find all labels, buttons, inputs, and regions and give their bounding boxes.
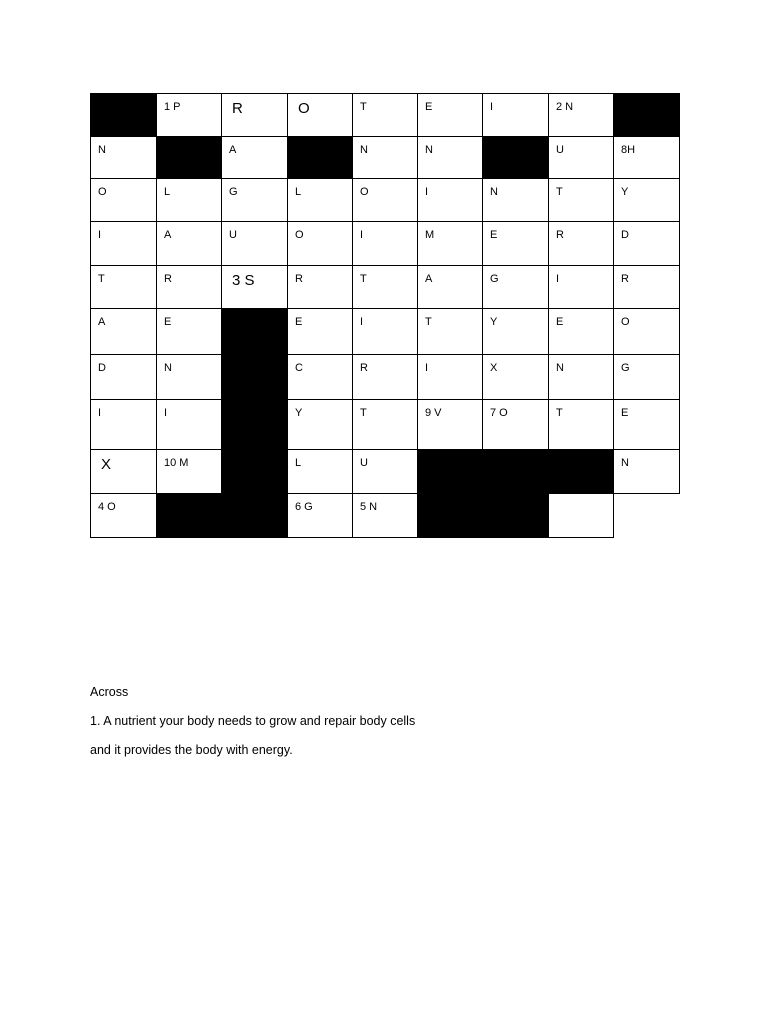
grid-cell [548,308,614,355]
grid-cell [417,265,483,309]
black-square [221,308,288,355]
grid-cell [352,308,418,355]
cell-letter: 4 O [98,501,116,513]
cell-letter: E [425,101,433,113]
cell-letter: L [295,186,302,198]
cell-letter: G [229,186,238,198]
cell-letter: N [164,362,172,374]
cell-letter: O [98,186,107,198]
grid-cell [90,493,157,538]
grid-cell [417,354,483,400]
cell-letter: U [556,144,564,156]
cell-letter: 2 N [556,101,574,113]
black-square [548,449,614,494]
grid-cell [156,265,222,309]
cell-letter: A [164,229,172,241]
cell-letter: T [556,186,563,198]
cell-letter: 5 N [360,501,378,513]
grid-cell [221,178,288,222]
grid-cell [613,308,680,355]
cell-letter: T [360,273,367,285]
grid-cell [156,399,222,450]
grid-cell [352,136,418,179]
grid-cell [417,93,483,137]
grid-cell [90,136,157,179]
cell-letter: 9 V [425,407,442,419]
cell-letter: E [295,316,303,328]
cell-letter: N [556,362,564,374]
cell-letter: 1 P [164,101,181,113]
grid-cell [352,399,418,450]
grid-cell [287,354,353,400]
black-square [90,93,157,137]
black-square [221,493,288,538]
grid-cell [417,399,483,450]
cell-letter: 8H [621,144,636,156]
cell-letter: I [490,101,494,113]
black-square [482,136,549,179]
black-square [482,493,549,538]
cell-letter: I [360,316,364,328]
cell-letter: O [360,186,369,198]
cell-letter: G [490,273,499,285]
grid-cell [548,354,614,400]
cell-letter: G [621,362,630,374]
grid-cell [613,178,680,222]
grid-cell [90,265,157,309]
cell-letter: 7 O [490,407,508,419]
grid-cell [90,399,157,450]
grid-cell [352,178,418,222]
cell-letter: 6 G [295,501,313,513]
grid-cell [482,308,549,355]
grid-cell [352,449,418,494]
grid-cell [613,221,680,266]
cell-letter: Y [295,407,303,419]
cell-letter: I [360,229,364,241]
grid-cell [548,221,614,266]
cell-letter: I [425,362,429,374]
cell-letter: N [490,186,498,198]
cell-letter: Y [621,186,629,198]
grid-cell [352,93,418,137]
grid-cell [287,93,353,137]
grid-cell [156,354,222,400]
clue-line-2: and it provides the body with energy. [90,743,293,757]
grid-cell [287,308,353,355]
grid-cell [287,221,353,266]
cell-letter: T [556,407,563,419]
cell-letter: A [425,273,433,285]
grid-cell [482,265,549,309]
cell-letter: L [164,186,171,198]
cell-letter: I [425,186,429,198]
grid-cell [482,354,549,400]
cell-letter: U [360,457,368,469]
cell-letter: R [295,273,303,285]
grid-cell [221,265,288,309]
cell-letter: 10 M [164,457,189,469]
grid-cell [417,136,483,179]
black-square [417,493,483,538]
grid-cell [90,178,157,222]
cell-letter: D [621,229,629,241]
cell-letter: I [164,407,168,419]
grid-cell [548,399,614,450]
cell-letter: E [490,229,498,241]
grid-cell [352,354,418,400]
cell-letter: D [98,362,106,374]
black-square [156,493,222,538]
grid-cell [156,178,222,222]
grid-cell [90,308,157,355]
cell-letter: E [621,407,629,419]
grid-cell [90,449,157,494]
grid-cell [352,221,418,266]
black-square [613,93,680,137]
cell-letter: R [556,229,564,241]
grid-cell [548,265,614,309]
cell-letter: M [425,229,435,241]
black-square [417,449,483,494]
cell-letter: N [425,144,433,156]
cell-letter: Y [490,316,498,328]
clues-heading-across: Across [90,685,129,699]
grid-cell [482,221,549,266]
grid-cell [287,265,353,309]
cell-letter: C [295,362,303,374]
grid-cell [90,221,157,266]
grid-cell [613,449,680,494]
black-square [221,354,288,400]
grid-cell [482,93,549,137]
grid-cell [156,308,222,355]
grid-cell [482,178,549,222]
grid-cell [417,308,483,355]
grid-cell [613,354,680,400]
grid-cell [548,93,614,137]
cell-letter: R [621,273,629,285]
cell-letter: X [101,456,112,473]
grid-cell [482,399,549,450]
grid-cell [417,221,483,266]
cell-letter: E [556,316,564,328]
cell-letter: U [229,229,237,241]
grid-cell [156,449,222,494]
grid-cell [156,93,222,137]
grid-cell [548,136,614,179]
cell-letter: I [98,407,102,419]
cell-letter: N [360,144,368,156]
cell-letter: R [164,273,172,285]
grid-cell [221,221,288,266]
cell-letter: 3 S [232,272,255,289]
cell-letter: O [621,316,630,328]
grid-cell [417,178,483,222]
cell-letter: O [295,229,304,241]
cell-letter: O [298,100,310,117]
grid-cell [352,493,418,538]
grid-cell [287,399,353,450]
cell-letter: I [98,229,102,241]
grid-cell [156,221,222,266]
cell-letter: E [164,316,172,328]
black-square [482,449,549,494]
cell-letter: T [98,273,105,285]
cell-letter: X [490,362,498,374]
black-square [156,136,222,179]
grid-cell [287,178,353,222]
cell-letter: N [98,144,106,156]
cell-letter: A [229,144,237,156]
grid-cell [221,136,288,179]
cell-letter: T [425,316,432,328]
grid-cell [548,178,614,222]
cell-letter: T [360,101,367,113]
cell-letter: R [232,100,243,117]
clue-line-1: 1. A nutrient your body needs to grow and repair body cells [90,714,416,728]
cell-letter: R [360,362,368,374]
grid-cell [613,265,680,309]
grid-cell [548,493,614,538]
cell-letter: A [98,316,106,328]
grid-cell [221,93,288,137]
cell-letter: L [295,457,302,469]
grid-cell [352,265,418,309]
black-square [221,399,288,450]
grid-cell [613,136,680,179]
cell-letter: T [360,407,367,419]
black-square [221,449,288,494]
grid-cell [613,399,680,450]
grid-cell [287,449,353,494]
cell-letter: N [621,457,629,469]
grid-cell [90,354,157,400]
grid-cell [287,493,353,538]
cell-letter: I [556,273,560,285]
black-square [287,136,353,179]
